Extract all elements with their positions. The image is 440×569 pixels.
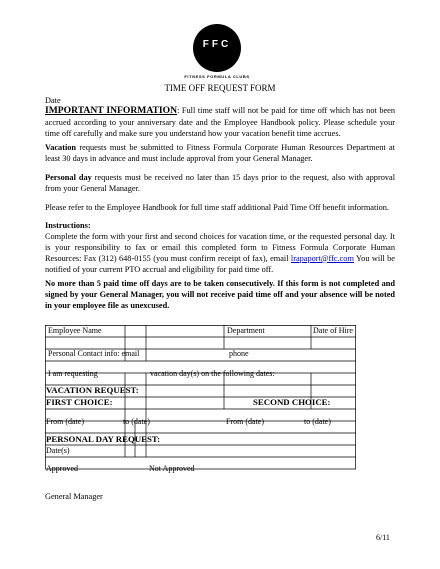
general-manager-label: General Manager bbox=[45, 492, 103, 501]
to-date-second-label: to (date) bbox=[304, 417, 331, 426]
approved-label: Approved bbox=[46, 464, 78, 473]
personal-day-text: requests must be received no later than 15 days prior to the request, also with approval from your General Manager. bbox=[45, 173, 395, 193]
dates-label: Date(s) bbox=[46, 446, 70, 455]
vacation-paragraph bbox=[45, 143, 395, 165]
i-am-requesting-label: I am requesting bbox=[48, 369, 98, 378]
vacation-heading: Vacation bbox=[45, 143, 77, 152]
personal-day-request-heading: PERSONAL DAY REQUEST: bbox=[46, 434, 161, 444]
request-form-table bbox=[45, 325, 356, 478]
instructions-text-before: Complete the form with your first and second choices for vacation time, or the requested personal day. It is your responsibility to fax or email this completed form to Fitness Formula Corporate Human Resources: Fax (312) 648-0155 (you must confirm receipt of fax), email bbox=[45, 231, 395, 263]
not-approved-label: Not Approved bbox=[149, 464, 195, 473]
ffc-logo bbox=[193, 24, 241, 72]
vacation-text: requests must be submitted to Fitness Formula Corporate Human Resources Department at least 30 days in advance and must include approval from your General Manager. bbox=[45, 143, 395, 163]
date-of-hire-label: Date of Hire bbox=[313, 326, 353, 335]
personal-day-heading: Personal day bbox=[45, 173, 92, 182]
logo-caption: FITNESS FORMULA CLUBS bbox=[184, 74, 250, 79]
vacation-days-label: vacation day(s) on the following dates: bbox=[150, 369, 275, 378]
phone-label: phone bbox=[229, 349, 249, 358]
personal-day-paragraph bbox=[45, 173, 395, 195]
second-choice-heading: SECOND CHOICE: bbox=[253, 397, 331, 407]
page-number: 6/11 bbox=[376, 533, 390, 542]
warning-paragraph: No more than 5 paid time off days are to be taken consecutively. If this form is not completed and signed by your General Manager, you will not receive paid time off and your absence will be noted in your employee file as unexcused. bbox=[45, 279, 395, 310]
first-choice-heading: FIRST CHOICE: bbox=[46, 397, 113, 407]
instructions-text-after: You will be notified of your current PTO accrual and eligibility for paid time off. bbox=[45, 253, 395, 274]
vacation-request-heading: VACATION REQUEST: bbox=[46, 385, 139, 395]
employee-name-label: Employee Name bbox=[48, 326, 102, 335]
instructions-heading: Instructions: bbox=[45, 221, 91, 230]
department-label: Department bbox=[227, 326, 265, 335]
instructions-paragraph bbox=[45, 221, 395, 276]
from-date-first-label: From (date) bbox=[46, 417, 84, 426]
date-label: Date bbox=[45, 96, 61, 105]
important-paragraph bbox=[45, 105, 395, 140]
form-title: TIME OFF REQUEST FORM bbox=[164, 83, 276, 93]
personal-contact-label: Personal Contact info: email bbox=[48, 349, 140, 358]
to-date-first-label: to (date) bbox=[123, 417, 150, 426]
hr-email-link[interactable]: lrapaport@ffc.com bbox=[290, 253, 354, 263]
handbook-note: Please refer to the Employee Handbook for full time staff additional Paid Time Off benefit information. bbox=[45, 203, 389, 212]
important-heading: IMPORTANT INFORMATION bbox=[45, 105, 178, 116]
important-text: : Full time staff will not be paid for time off which has not been accrued according to your anniversary date and the Employee Handbook policy. Please schedule your time off carefully and make sure you understand how your vacation benefit time accrues. bbox=[45, 106, 395, 138]
logo-letters: FFC bbox=[202, 39, 232, 50]
from-date-second-label: From (date) bbox=[226, 417, 264, 426]
